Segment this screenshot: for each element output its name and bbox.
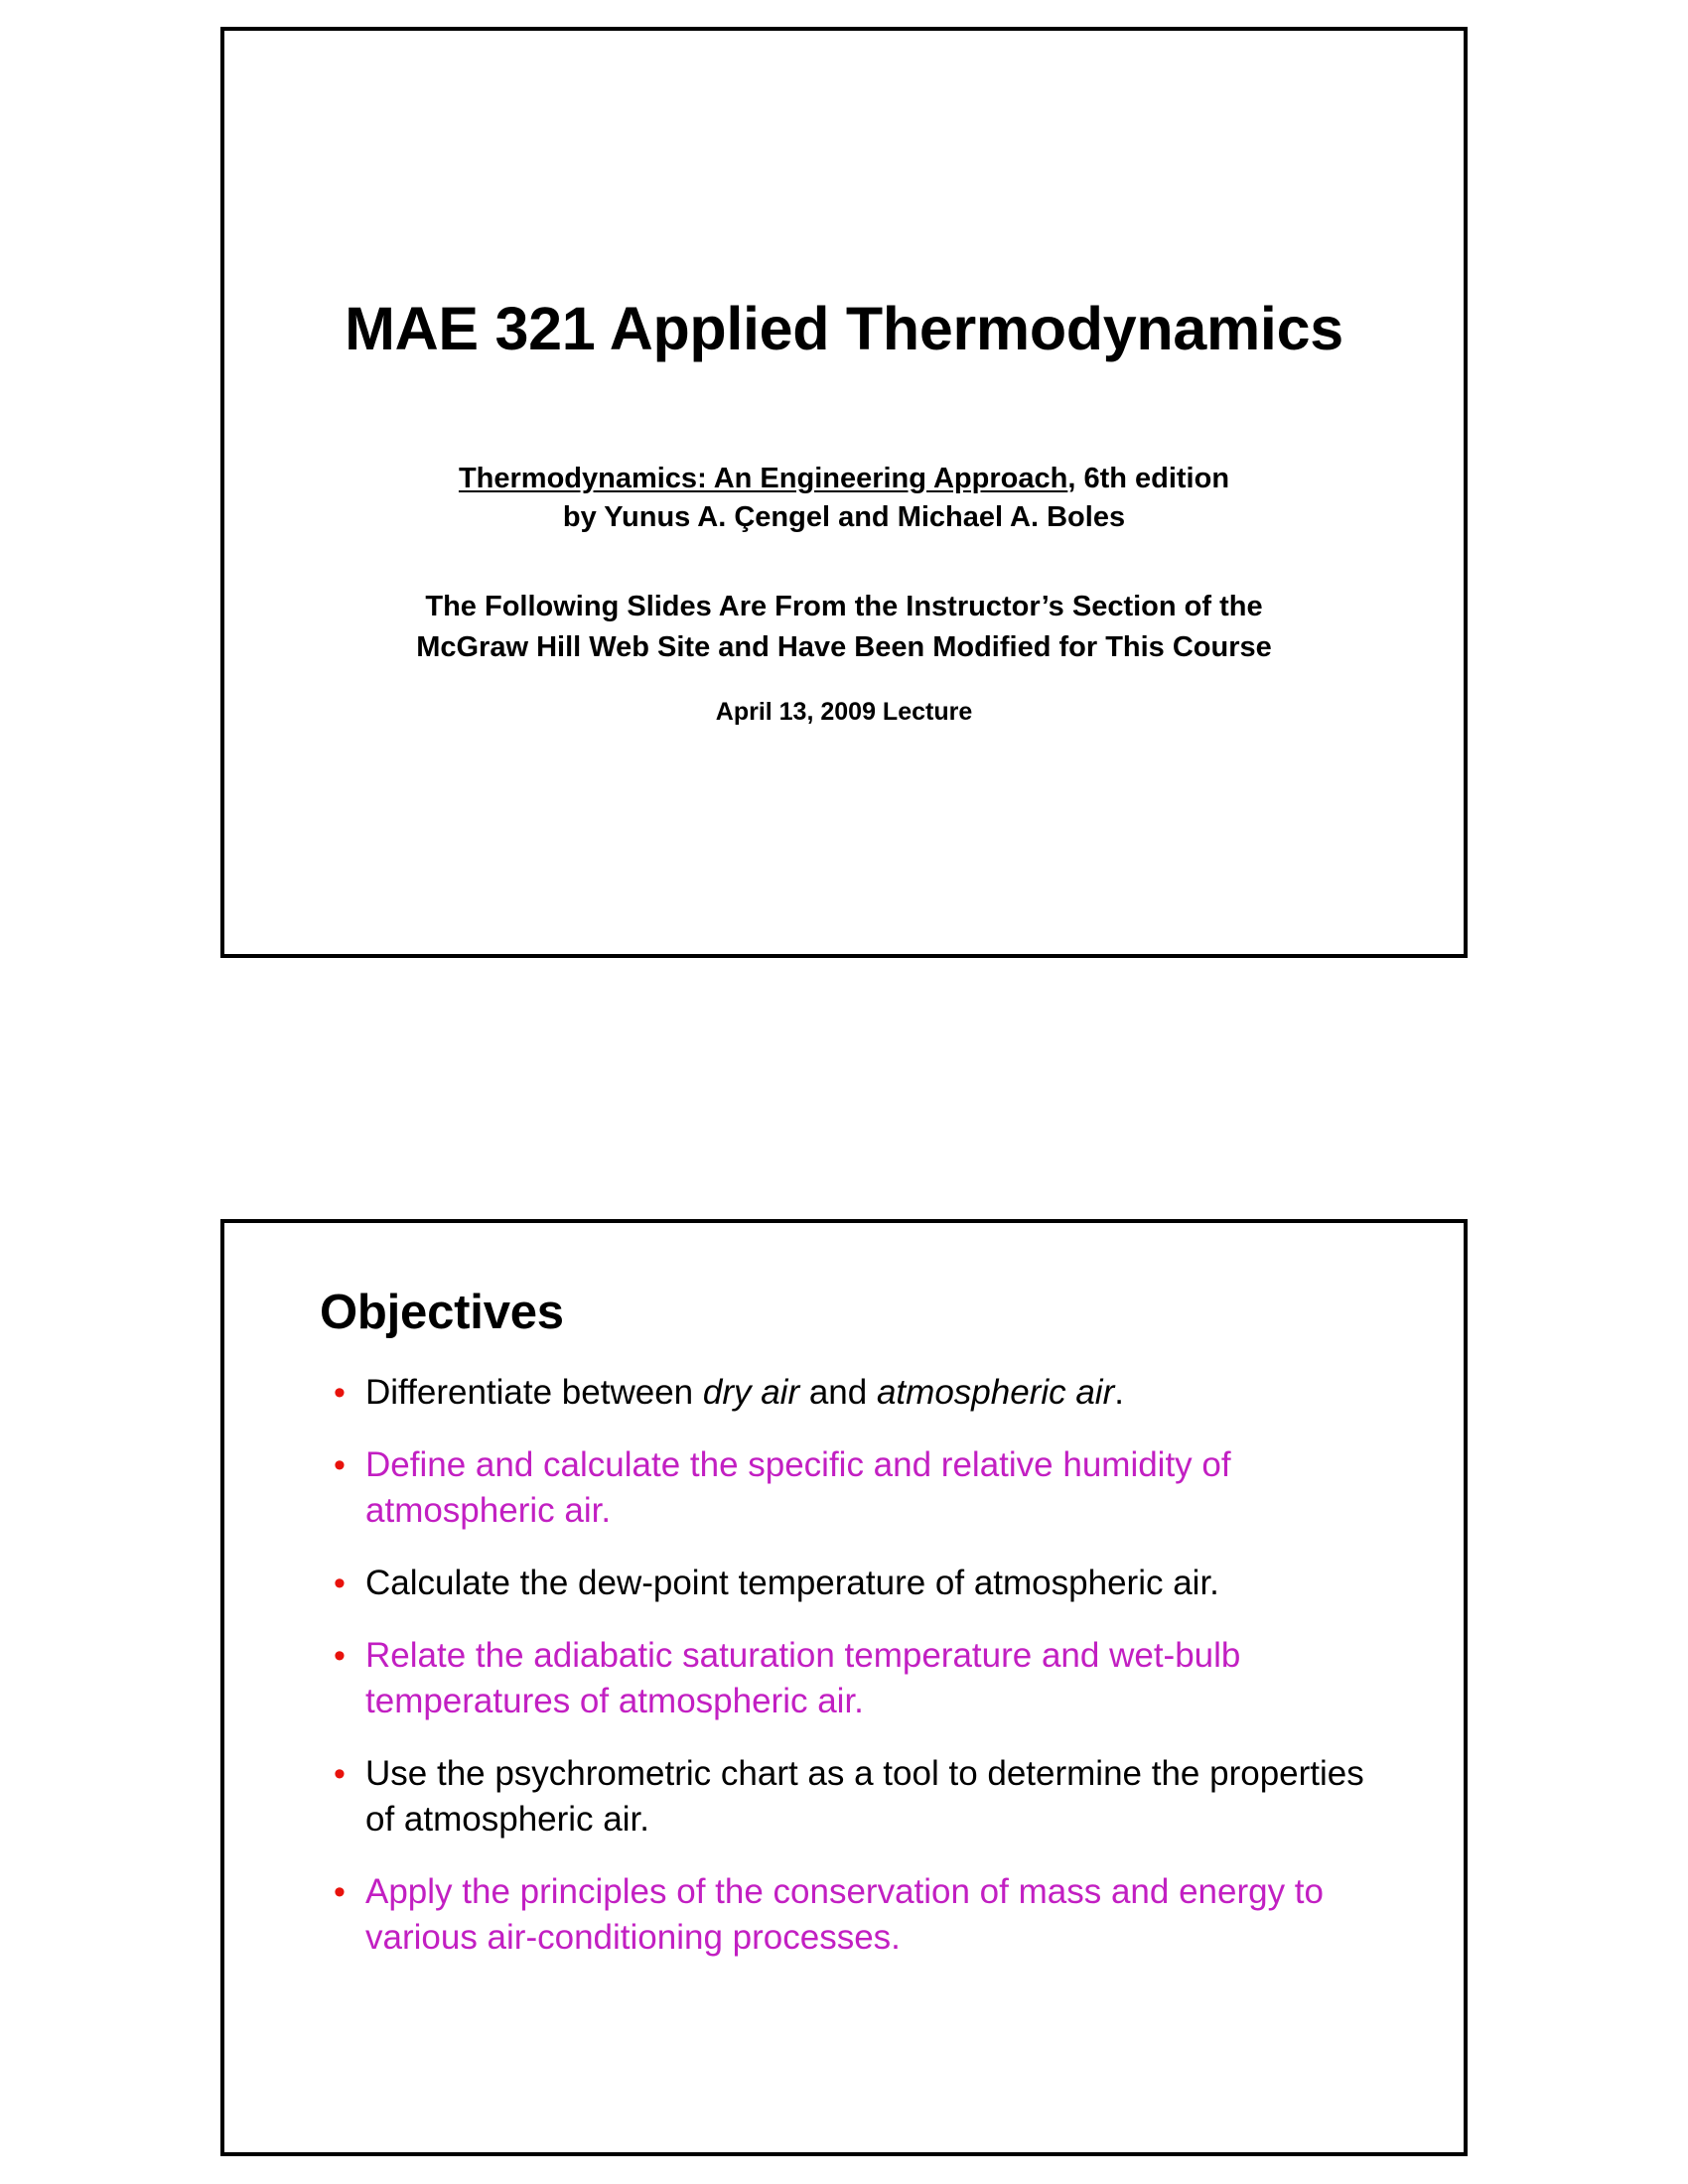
- bullet-point-icon: •: [334, 1755, 346, 1793]
- objective-bullet-item: [320, 1370, 1392, 1416]
- source-note-line-2: McGraw Hill Web Site and Have Been Modified for This Course: [416, 631, 1272, 664]
- source-note-line-1: The Following Slides Are From the Instructor’s Section of the: [425, 591, 1263, 622]
- bullet-point-icon: •: [334, 1565, 346, 1602]
- objectives-heading: Objectives: [320, 1286, 564, 1339]
- emphasized-term: dry air: [702, 1373, 800, 1412]
- objective-bullet-text: Define and calculate the specific and relative humidity of atmospheric air.: [365, 1445, 1231, 1530]
- objective-bullet-text: Relate the adiabatic saturation temperature and wet-bulb temperatures of atmospheric air.: [365, 1636, 1241, 1720]
- emphasized-term: atmospheric air: [876, 1373, 1115, 1412]
- bullet-point-icon: •: [334, 1374, 346, 1412]
- book-reference-line: [224, 460, 1464, 498]
- source-note: [224, 587, 1464, 668]
- objective-bullet-text: Differentiate between dry air and atmospheric air.: [365, 1373, 1124, 1412]
- book-edition: , 6th edition: [1067, 463, 1230, 494]
- title-slide: [220, 27, 1468, 958]
- objective-bullet-item: [320, 1751, 1392, 1843]
- objective-bullet-item: [320, 1442, 1392, 1534]
- book-title: Thermodynamics: An Engineering Approach: [458, 463, 1068, 494]
- objectives-slide: [220, 1219, 1468, 2156]
- course-title: MAE 321 Applied Thermodynamics: [345, 295, 1343, 362]
- objective-bullet-item: [320, 1869, 1392, 1961]
- objective-bullet-item: [320, 1633, 1392, 1724]
- objective-bullet-text: Calculate the dew-point temperature of atmospheric air.: [365, 1564, 1219, 1602]
- book-reference: [224, 460, 1464, 537]
- bullet-point-icon: •: [334, 1873, 346, 1911]
- objective-bullet-item: [320, 1561, 1392, 1606]
- objective-bullet-text: Apply the principles of the conservation of mass and energy to various air-conditioning processes.: [365, 1872, 1324, 1957]
- objective-bullet-text: Use the psychrometric chart as a tool to determine the properties of atmospheric air.: [365, 1754, 1364, 1839]
- lecture-date: April 13, 2009 Lecture: [715, 698, 973, 726]
- bullet-point-icon: •: [334, 1637, 346, 1675]
- objectives-bullet-list: [320, 1370, 1392, 1987]
- bullet-point-icon: •: [334, 1446, 346, 1484]
- book-authors: by Yunus A. Çengel and Michael A. Boles: [562, 501, 1126, 534]
